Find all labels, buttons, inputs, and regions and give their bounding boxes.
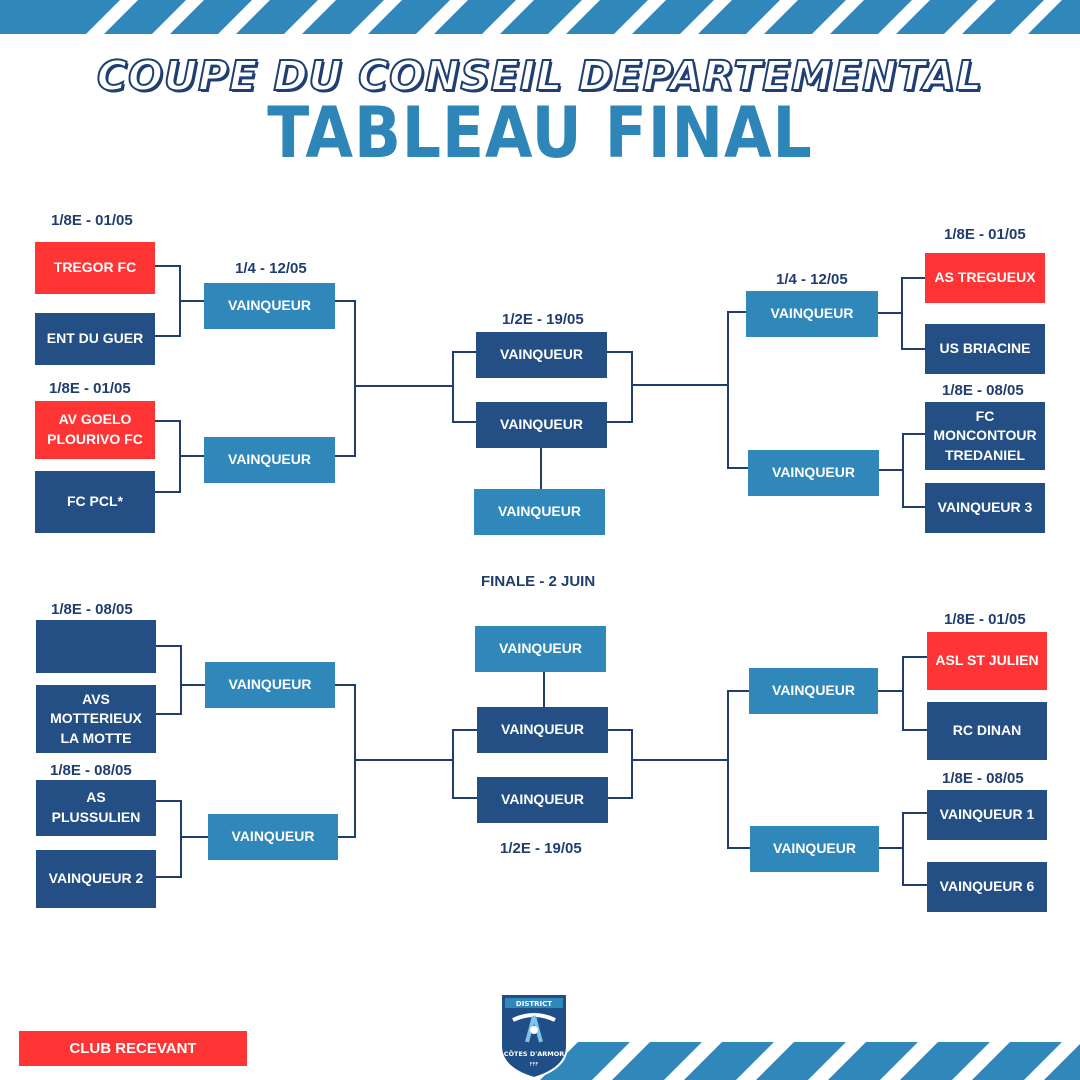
winner-br-qf-2: VAINQUEUR (750, 826, 879, 872)
winner-top-final-slot: VAINQUEUR (474, 489, 605, 535)
team-tregor-fc: TREGOR FC (35, 242, 155, 294)
winner-bottom-sf-1: VAINQUEUR (477, 707, 608, 753)
winner-bottom-final-slot: VAINQUEUR (475, 626, 606, 672)
winner-tr-qf-1: VAINQUEUR (746, 291, 878, 337)
winner-bl-qf-2: VAINQUEUR (208, 814, 338, 860)
legend-club-recevant: CLUB RECEVANT (19, 1031, 247, 1066)
label-tr-qf: 1/4 - 12/05 (776, 271, 848, 288)
label-bl-r16b: 1/8E - 08/05 (50, 762, 132, 779)
winner-tl-qf-1: VAINQUEUR (204, 283, 335, 329)
winner-bl-qf-1: VAINQUEUR (205, 662, 335, 708)
winner-top-sf-1: VAINQUEUR (476, 332, 607, 378)
winner-tr-qf-2: VAINQUEUR (748, 450, 879, 496)
label-final: FINALE - 2 JUIN (481, 573, 596, 590)
label-br-r16b: 1/8E - 08/05 (942, 770, 1024, 787)
team-vainqueur-1: VAINQUEUR 1 (927, 790, 1047, 840)
label-top-sf: 1/2E - 19/05 (502, 311, 584, 328)
team-avs-motterieux: AVS MOTTERIEUX LA MOTTE (36, 685, 156, 753)
team-bl-empty (36, 620, 156, 673)
team-vainqueur-6: VAINQUEUR 6 (927, 862, 1047, 912)
svg-text:CÔTES D'ARMOR: CÔTES D'ARMOR (503, 1050, 565, 1058)
label-tl-qf: 1/4 - 12/05 (235, 260, 307, 277)
team-ent-du-guer: ENT DU GUER (35, 313, 155, 365)
label-tl-r16b: 1/8E - 01/05 (49, 380, 131, 397)
team-asl-st-julien: ASL ST JULIEN (927, 632, 1047, 690)
label-bottom-sf: 1/2E - 19/05 (500, 840, 582, 857)
team-av-goelo-plourivo: AV GOELO PLOURIVO FC (35, 401, 155, 459)
team-vainqueur-3: VAINQUEUR 3 (925, 483, 1045, 533)
team-us-briacine: US BRIACINE (925, 324, 1045, 374)
label-tr-r16: 1/8E - 01/05 (944, 226, 1026, 243)
label-bl-r16: 1/8E - 08/05 (51, 601, 133, 618)
winner-tl-qf-2: VAINQUEUR (204, 437, 335, 483)
team-as-plussulien: AS PLUSSULIEN (36, 780, 156, 836)
winner-top-sf-2: VAINQUEUR (476, 402, 607, 448)
label-tr-r16b: 1/8E - 08/05 (942, 382, 1024, 399)
team-as-tregueux: AS TREGUEUX (925, 253, 1045, 303)
svg-text:FFF: FFF (529, 1062, 539, 1068)
district-logo (497, 990, 571, 1080)
team-fc-moncontour: FC MONCONTOUR TREDANIEL (925, 402, 1045, 470)
winner-bottom-sf-2: VAINQUEUR (477, 777, 608, 823)
winner-br-qf-1: VAINQUEUR (749, 668, 878, 714)
svg-text:DISTRICT: DISTRICT (515, 1000, 553, 1008)
team-vainqueur-2: VAINQUEUR 2 (36, 850, 156, 908)
label-br-r16: 1/8E - 01/05 (944, 611, 1026, 628)
team-fc-pcl: FC PCL* (35, 471, 155, 533)
label-tl-r16: 1/8E - 01/05 (51, 212, 133, 229)
title-line-2: TABLEAU FINAL (267, 92, 813, 174)
title-line-1: COUPE DU CONSEIL DEPARTEMENTAL (96, 52, 984, 100)
team-rc-dinan: RC DINAN (927, 702, 1047, 760)
